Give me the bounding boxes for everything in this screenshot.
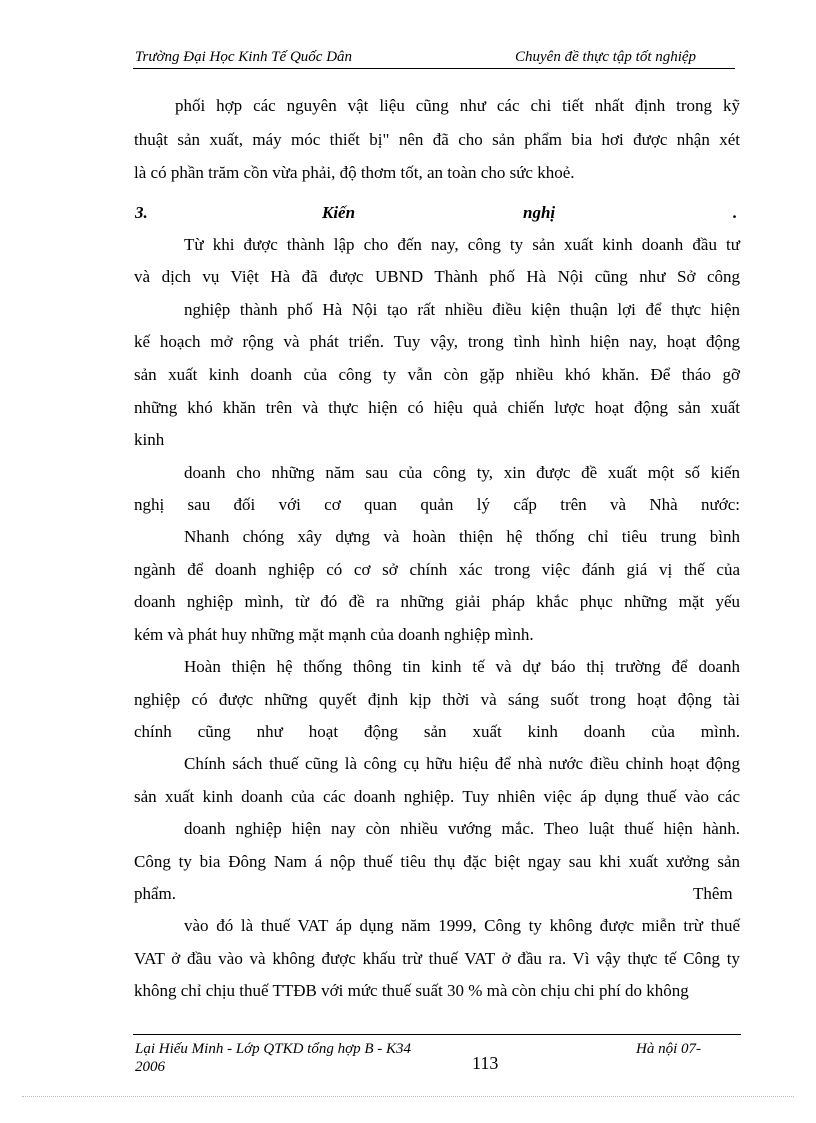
- text-line: chính cũng như hoạt động sản xuất kinh doanh của mình.: [134, 722, 740, 741]
- text-line: sản xuất kinh doanh của các doanh nghiệp. Tuy nhiên việc áp dụng thuế vào các: [134, 787, 740, 806]
- footer-year: 2006: [135, 1059, 165, 1075]
- text-line: ngành để doanh nghiệp có cơ sở chính xác trong việc đánh giá vị thế của: [134, 560, 740, 579]
- heading-number: 3.: [135, 203, 148, 222]
- text-line: sản xuất kinh doanh của công ty vẫn còn gặp nhiều khó khăn. Để tháo gỡ: [134, 365, 740, 384]
- text-line: Từ khi được thành lập cho đến nay, công ty sản xuất kinh doanh đầu tư: [184, 235, 740, 254]
- header-title: Chuyên đề thực tập tốt nghiệp: [515, 49, 697, 65]
- text-line: doanh nghiệp mình, từ đó đề ra những giải pháp khắc phục những mặt yếu: [134, 592, 740, 611]
- text-line: là có phần trăm cồn vừa phải, độ thơm tốt, an toàn cho sức khoẻ.: [134, 163, 575, 182]
- text-line: nghị sau đối với cơ quan quản lý cấp trên và Nhà nước:: [134, 495, 740, 514]
- text-line: Công ty bia Đông Nam á nộp thuế tiêu thụ đặc biệt ngay sau khi xuất xưởng sản: [134, 852, 740, 871]
- text-line: không chỉ chịu thuế TTĐB với mức thuế suất 30 % mà còn chịu chi phí do không: [134, 981, 689, 1000]
- text-line: những khó khăn trên và thực hiện có hiệu quả chiến lược hoạt động sản xuất: [134, 398, 740, 417]
- text-line: phẩm.: [134, 884, 177, 903]
- text-line: phối hợp các nguyên vật liệu cũng như các chi tiết nhất định trong kỹ: [175, 96, 740, 115]
- text-line: kém và phát huy những mặt mạnh của doanh nghiệp mình.: [134, 625, 534, 644]
- text-line: kinh: [134, 430, 165, 449]
- page-bottom-border: [22, 1096, 794, 1097]
- page-number: 113: [472, 1053, 499, 1073]
- header-divider: [133, 68, 735, 69]
- heading-word: nghị: [523, 203, 556, 222]
- text-line: vào đó là thuế VAT áp dụng năm 1999, Công ty không được miễn trừ thuế: [184, 916, 740, 935]
- heading-dot: .: [733, 203, 738, 222]
- text-line: Hoàn thiện hệ thống thông tin kinh tế và dự báo thị trường để doanh: [184, 657, 740, 676]
- footer-divider: [133, 1034, 741, 1035]
- text-line: Nhanh chóng xây dựng và hoàn thiện hệ thống chỉ tiêu trung bình: [184, 527, 740, 546]
- text-line: và dịch vụ Việt Hà đã được UBND Thành phố Hà Nội cũng như Sở công: [134, 267, 740, 286]
- text-line: VAT ở đầu vào và không được khấu trừ thuế VAT ở đầu ra. Vì vậy thực tế Công ty: [134, 949, 740, 968]
- text-line: Thêm: [693, 884, 733, 903]
- footer-author: Lại Hiếu Minh - Lớp QTKD tổng hợp B - K34: [135, 1041, 412, 1057]
- text-line: doanh nghiệp hiện nay còn nhiều vướng mắc. Theo luật thuế hiện hành.: [184, 819, 740, 838]
- footer-place-date: Hà nội 07-: [636, 1041, 701, 1057]
- text-line: kế hoạch mở rộng và phát triển. Tuy vậy, trong tình hình hiện nay, hoạt động: [134, 332, 740, 351]
- text-line: doanh cho những năm sau của công ty, xin được đề xuất một số kiến: [184, 463, 740, 482]
- text-line: nghiệp có được những quyết định kịp thời và sáng suốt trong hoạt động tài: [134, 690, 740, 709]
- heading-word: Kiến: [322, 203, 356, 222]
- text-line: thuật sản xuất, máy móc thiết bị" nên đã cho sản phẩm bia hơi được nhận xét: [134, 130, 740, 149]
- text-line: Chính sách thuế cũng là công cụ hữu hiệu để nhà nước điều chỉnh hoạt động: [184, 754, 740, 773]
- header-school: Trường Đại Học Kinh Tế Quốc Dân: [135, 49, 353, 65]
- text-line: nghiệp thành phố Hà Nội tạo rất nhiều điều kiện thuận lợi để thực hiện: [184, 300, 740, 319]
